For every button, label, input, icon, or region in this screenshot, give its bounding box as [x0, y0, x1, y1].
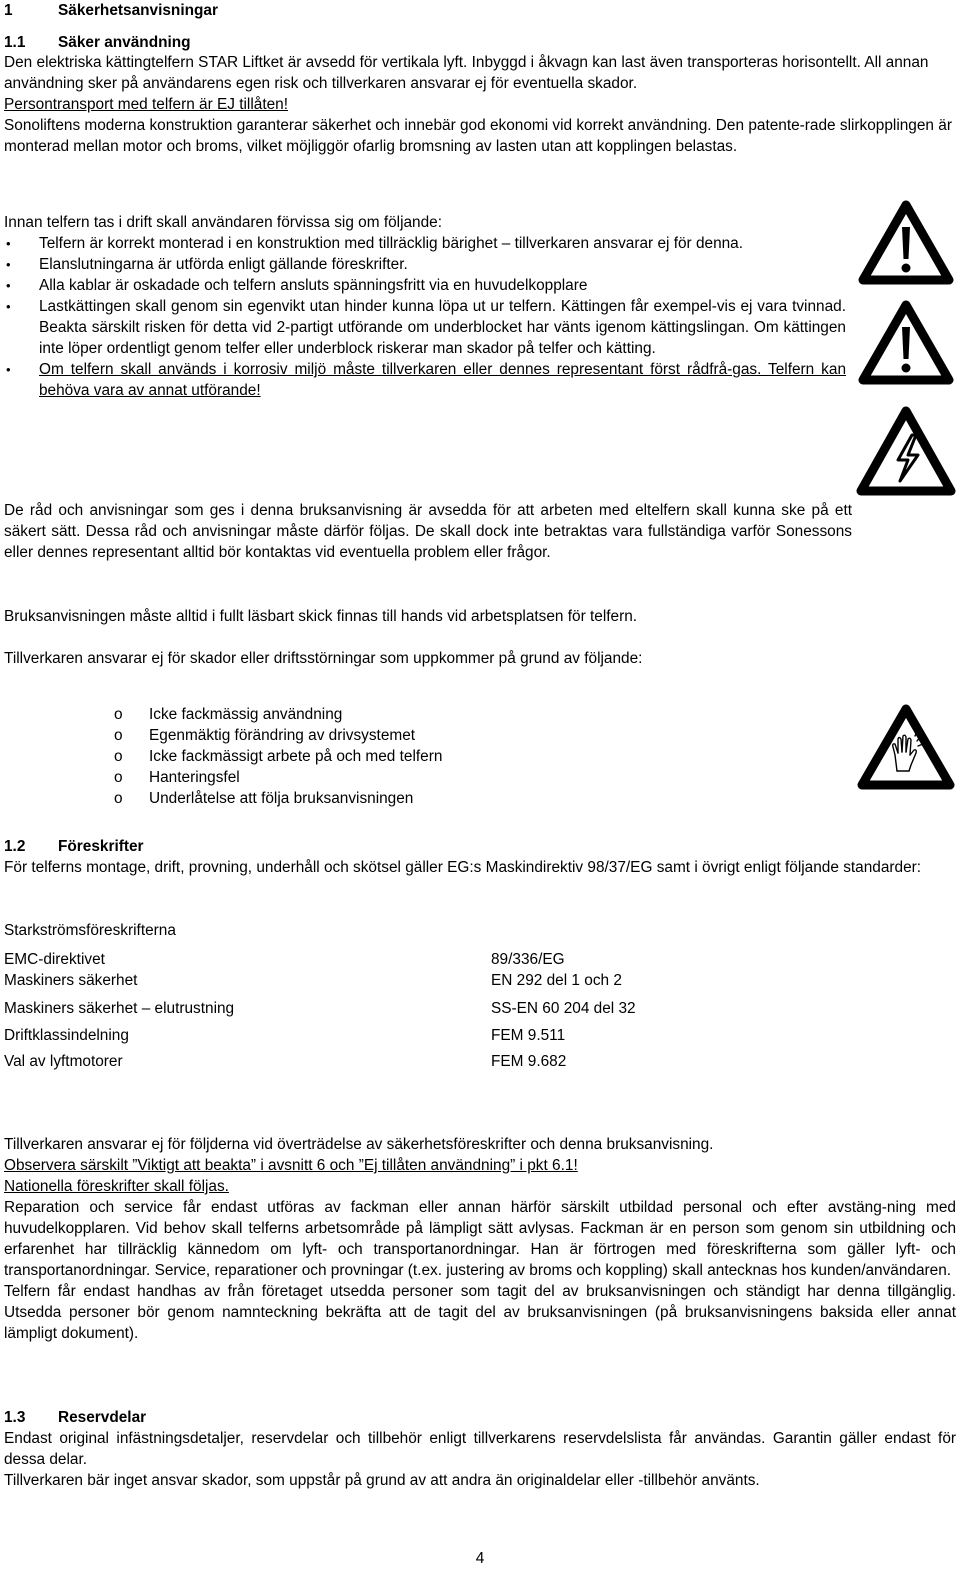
list-item: o Icke fackmässig användning — [114, 704, 442, 725]
section-number: 1.1 — [4, 34, 26, 51]
standard-value: SS-EN 60 204 del 32 — [491, 1000, 636, 1017]
list-item: o Egenmäktig förändring av drivsystemet — [114, 725, 442, 746]
spare-parts-block — [4, 1428, 956, 1491]
table-row — [4, 998, 704, 1019]
national-regulations-notice: Nationella föreskrifter skall följas. — [4, 1178, 229, 1195]
table-row — [4, 949, 704, 970]
section-1-heading — [4, 0, 218, 21]
regulations-intro: För telferns montage, drift, provning, underhåll och skötsel gäller EG:s Maskindirektiv 98/37/EG samt i övrigt enligt följande standarder: — [4, 859, 922, 876]
section-1-2-heading — [4, 836, 144, 857]
operator-text: Telfern får endast handhas av från företaget utsedda personer som tagit del av bruksanvisningen och ständigt har denna tillgänglig. Utsedda personer bör genom namnteckning bekräfta att de tagit del av bruksanvisningen (på bruksanvisningens baksida eller annat lämpligt dokument). — [4, 1283, 956, 1342]
list-item: • Elanslutningarna är utförda enligt gällande föreskrifter. — [4, 254, 846, 275]
list-item: o Underlåtelse att följa bruksanvisningen — [114, 788, 442, 809]
section-number: 1.2 — [4, 838, 26, 855]
spare-parts-text: Endast original infästningsdetaljer, reservdelar och tillbehör enligt tillverkarens reservdelslista får användas. Garantin gäller endast för dessa delar. — [4, 1430, 956, 1468]
section-title: Föreskrifter — [58, 838, 144, 855]
observe-notice: Observera särskilt ”Viktigt att beakta” i avsnitt 6 och ”Ej tillåten användning” i pkt 6.1! — [4, 1157, 578, 1174]
pre-operation-intro: Innan telfern tas i drift skall användaren förvissa sig om följande: — [4, 214, 443, 231]
section-title: Reservdelar — [58, 1409, 147, 1426]
warning-exclamation-icon — [858, 199, 954, 285]
spare-parts-liability: Tillverkaren bär inget ansvar skador, som uppstår på grund av att andra än originaldelar eller -tillbehör använts. — [4, 1472, 760, 1489]
list-item: o Hanteringsfel — [114, 767, 442, 788]
liability-text: Tillverkaren ansvarar ej för följderna vid överträdelse av säkerhetsföreskrifter och denna bruksanvisning. — [4, 1136, 714, 1153]
standard-value: EN 292 del 1 och 2 — [491, 972, 622, 989]
table-row — [4, 1025, 704, 1046]
manual-availability-text: Bruksanvisningen måste alltid i fullt läsbart skick finnas till hands vid arbetsplatsen för telfern. — [4, 608, 638, 625]
list-item: • Alla kablar är oskadade och telfern ansluts spänningsfritt via en huvudelkopplare — [4, 275, 846, 296]
advice-paragraph: De råd och anvisningar som ges i denna bruksanvisning är avsedda för att arbeten med eltelfern skall kunna ske på ett säkert sätt. Dessa råd och anvisningar måste därför följas. De skall dock inte betraktas vara fullständiga varför Sonessons eller dennes representant alltid bör kontaktas vid eventuella problem eller frågor. — [4, 502, 852, 561]
high-voltage-regulations: Starkströmsföreskrifterna — [4, 922, 176, 939]
section-1-3-heading — [4, 1407, 146, 1428]
standard-value: 89/336/EG — [491, 951, 565, 968]
section-title: Säkerhetsanvisningar — [58, 2, 218, 19]
standard-name: EMC-direktivet — [4, 951, 105, 968]
person-transport-warning: Persontransport med telfern är EJ tillåten! — [4, 96, 289, 113]
table-row — [4, 970, 704, 991]
electrical-hazard-icon — [856, 405, 956, 497]
page-number: 4 — [475, 1550, 485, 1567]
liability-intro: Tillverkaren ansvarar ej för skador eller driftsstörningar som uppkommer på grund av följande: — [4, 650, 643, 667]
design-text: Sonoliftens moderna konstruktion garanterar säkerhet och innebär god ekonomi vid korrekt användning. Den patente-rade slirkopplingen är monterad mellan motor och broms, vilket möjliggör ofarlig bromsning av lasten utan att kopplingen belastas. — [4, 117, 952, 155]
standard-value: FEM 9.511 — [491, 1027, 566, 1044]
warning-exclamation-icon — [858, 299, 954, 385]
list-item: • Lastkättingen skall genom sin egenvikt utan hinder kunna löpa ut ur telfern. Kättingen får exempel-vis ej vara tvinnad. Beakta särskilt risken för detta vid 2-partigt utförande om underblocket har vänts igenom kättingslingan. Om kättingen inte löper ordentligt genom telfer eller underblock riskerar man skador på telfer och kätting. — [4, 296, 846, 359]
list-item: • Om telfern skall används i korrosiv miljö måste tillverkaren eller dennes representant först rådfrå-gas. Telfern kan behöva vara av annat utförande! — [4, 359, 846, 401]
liability-block — [4, 1134, 956, 1344]
section-1-1-heading — [4, 32, 191, 53]
checklist — [4, 233, 846, 401]
causes-list — [114, 704, 442, 809]
standard-value: FEM 9.682 — [491, 1053, 567, 1070]
list-item: o Icke fackmässigt arbete på och med telfern — [114, 746, 442, 767]
standard-name: Val av lyftmotorer — [4, 1053, 123, 1070]
standard-name: Maskiners säkerhet – elutrustning — [4, 1000, 235, 1017]
section-number: 1 — [4, 2, 13, 19]
section-title: Säker användning — [58, 34, 191, 51]
intended-use-text: Den elektriska kättingtelfern STAR Liftket är avsedd för vertikala lyft. Inbyggd i åkvagn kan last även transporteras horisontellt. All annan användning sker på användarens egen risk och tillverkaren ansvarar ej för eventuella skador. — [4, 54, 929, 92]
table-row — [4, 1051, 704, 1072]
standard-name: Driftklassindelning — [4, 1027, 129, 1044]
list-item: • Telfern är korrekt monterad i en konstruktion med tillräcklig bärighet – tillverkaren ansvarar ej för denna. — [4, 233, 846, 254]
standard-name: Maskiners säkerhet — [4, 972, 138, 989]
intro-paragraph — [4, 52, 956, 157]
section-number: 1.3 — [4, 1409, 26, 1426]
hand-hazard-icon — [857, 703, 955, 791]
service-text: Reparation och service får endast utföras av fackman eller annan härför särskilt utbildad personal och efter avstäng-ning med huvudelkopplaren. Vid behov skall telferns arbetsområde på lämpligt sätt avlysas. Fackman är en person som genom sin utbildning och erfarenhet har tillräcklig kännedom om lyft- och transportanordningar. Han är förtrogen med föreskrifterna som gäller lyft- och transportanordningar. Service, reparationer och provningar (t.ex. justering av broms och koppling) skall antecknas hos kunden/användaren. — [4, 1199, 956, 1279]
